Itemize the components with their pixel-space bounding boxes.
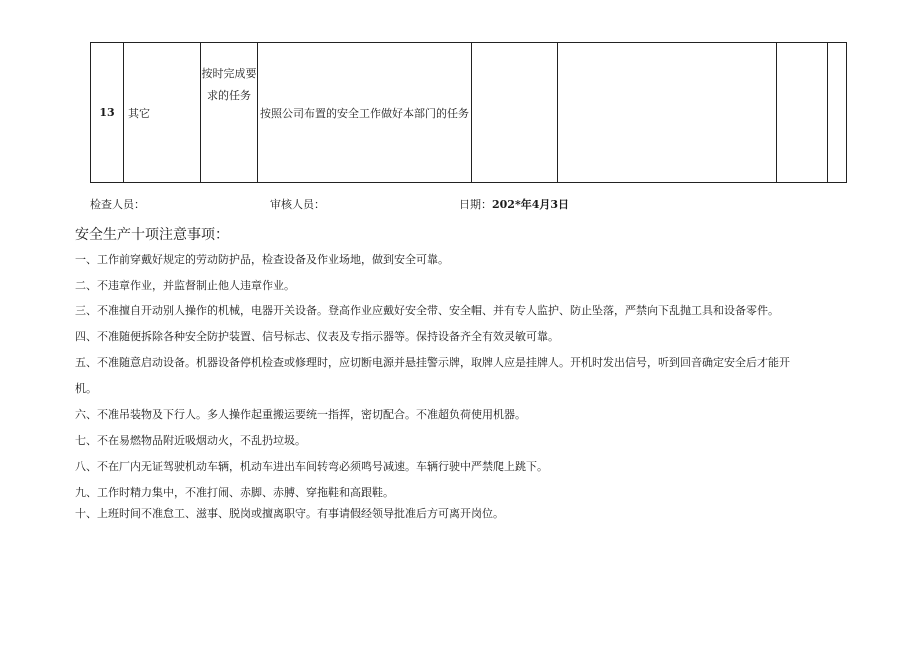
date-value: 202*年4月3日	[492, 198, 570, 211]
note-item: 机。	[75, 382, 97, 395]
note-item: 八、不在厂内无证驾驶机动车辆，机动车进出车间转弯必须鸣号减速。车辆行驶中严禁爬上跳下。	[75, 460, 548, 473]
row-number: 13	[91, 43, 124, 183]
date-label: 日期：	[459, 198, 492, 211]
note-item: 十、上班时间不准怠工、滋事、脱岗或擅离职守。有事请假经领导批准后方可离开岗位。	[75, 507, 504, 520]
note-item: 一、工作前穿戴好规定的劳动防护品，检查设备及作业场地，做到安全可靠。	[75, 253, 449, 266]
inspector-label: 检查人员：	[90, 198, 145, 211]
date-field	[459, 196, 569, 212]
row-requirement	[201, 43, 258, 183]
note-item: 二、不违章作业，并监督制止他人违章作业。	[75, 279, 295, 292]
row-cell-5	[472, 43, 558, 183]
table-row	[91, 43, 847, 183]
note-item: 七、不在易燃物品附近吸烟动火，不乱扔垃圾。	[75, 434, 306, 447]
row-content: 按照公司布置的安全工作做好本部门的任务	[258, 43, 472, 183]
row-cell-6	[558, 43, 777, 183]
note-item: 六、不准吊装物及下行人。多人操作起重搬运要统一指挥，密切配合。不准超负荷使用机器。	[75, 408, 526, 421]
inspection-table	[90, 42, 847, 183]
note-item: 三、不准擅自开动别人操作的机械，电器开关设备。登高作业应戴好安全带、安全帽、并有专人监护、防止坠落，严禁向下乱抛工具和设备零件。	[75, 304, 779, 317]
row-requirement-text: 按时完成要求的任务	[201, 67, 257, 102]
row-cell-7	[777, 43, 828, 183]
note-item: 九、工作时精力集中，不准打闹、赤脚、赤膊、穿拖鞋和高跟鞋。	[75, 486, 394, 499]
notes-title: 安全生产十项注意事项：	[75, 227, 229, 243]
row-item: 其它	[124, 43, 201, 183]
row-cell-8	[828, 43, 847, 183]
note-item: 四、不准随便拆除各种安全防护装置、信号标志、仪表及专指示器等。保持设备齐全有效灵敏可靠。	[75, 330, 559, 343]
reviewer-label: 审核人员：	[270, 198, 325, 211]
note-item: 五、不准随意启动设备。机器设备停机检查或修理时，应切断电源并悬挂警示牌，取牌人应是挂牌人。开机时发出信号，听到回音确定安全后才能开	[75, 356, 790, 369]
